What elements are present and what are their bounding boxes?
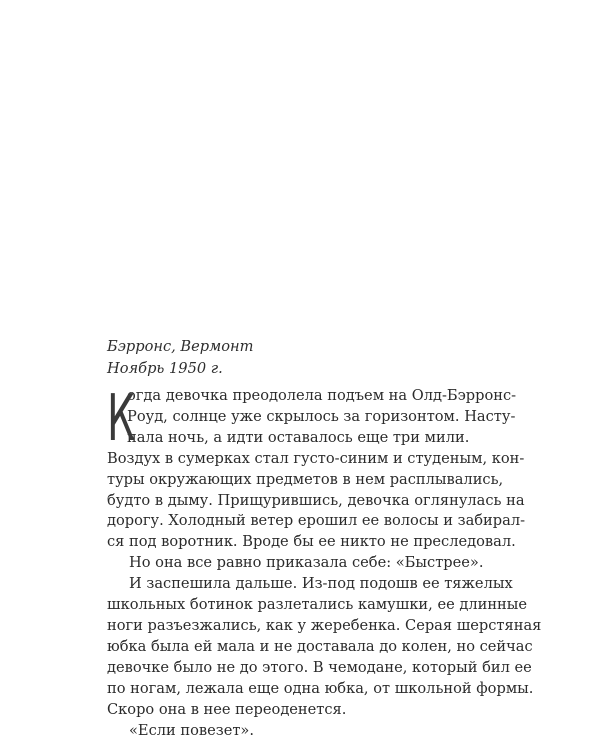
text-line: огда девочка преодолела подъем на Олд-Бэрронс- bbox=[127, 387, 517, 404]
text-line: Скоро она в нее переоденется. bbox=[107, 700, 347, 718]
text-line: девочке было не до этого. В чемодане, который бил ее bbox=[107, 658, 532, 676]
text-line: Но она все равно приказала себе: «Быстрее». bbox=[129, 554, 484, 572]
chapter-text bbox=[107, 382, 542, 741]
text-line: юбка была ей мала и не доставала до колен, но сейчас bbox=[107, 637, 533, 655]
text-lines bbox=[107, 382, 542, 741]
text-line: пала ночь, а идти оставалось еще три мили. bbox=[127, 428, 470, 446]
text-line: школьных ботинок разлетались камушки, ее длинные bbox=[107, 596, 528, 614]
text-line: ноги разъезжались, как у жеребенка. Серая шерстяная bbox=[107, 616, 542, 634]
chapter-dateline bbox=[107, 336, 507, 380]
text-line: туры окружающих предметов в нем расплывались, bbox=[107, 470, 504, 488]
dateline-place: Бэрронс, Вермонт bbox=[107, 338, 254, 355]
drop-cap-letter: К bbox=[107, 382, 136, 456]
text-line: «Если повезет». bbox=[129, 721, 254, 739]
text-line: ся под воротник. Вроде бы ее никто не преследовал. bbox=[107, 533, 516, 551]
text-line: по ногам, лежала еще одна юбка, от школьной формы. bbox=[107, 679, 534, 697]
dateline-date: Ноябрь 1950 г. bbox=[107, 360, 223, 377]
text-line: будто в дыму. Прищурившись, девочка оглянулась на bbox=[107, 491, 525, 509]
text-line: Воздух в сумерках стал густо-синим и студеным, кон- bbox=[107, 449, 525, 467]
text-line: дорогу. Холодный ветер ерошил ее волосы и забирал- bbox=[107, 512, 526, 530]
text-line: Роуд, солнце уже скрылось за горизонтом. Насту- bbox=[127, 407, 516, 425]
text-line: И заспешила дальше. Из-под подошв ее тяжелых bbox=[129, 575, 513, 593]
